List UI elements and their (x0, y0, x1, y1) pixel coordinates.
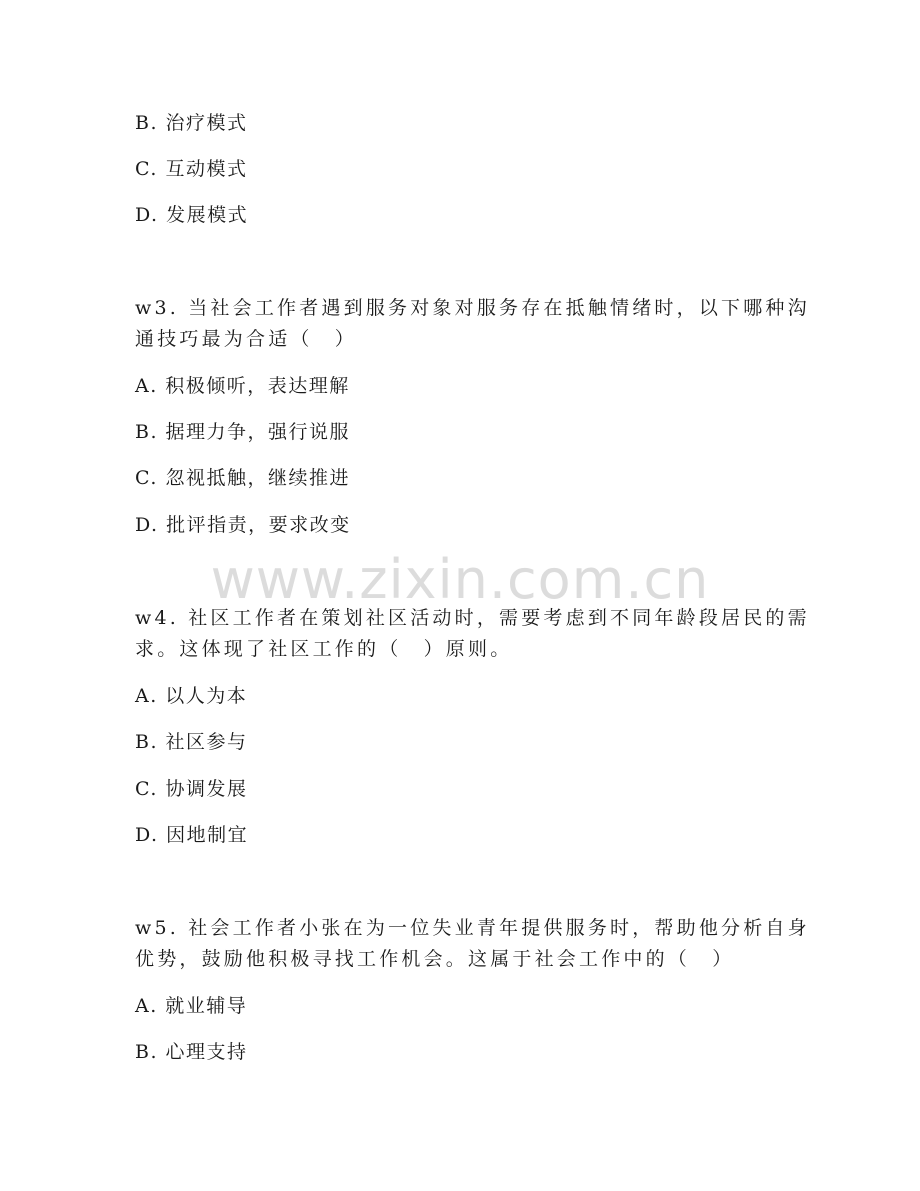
question-stem-line: 优势，鼓励他积极寻找工作机会。这属于社会工作中的（ ） (135, 948, 735, 970)
option-d: D. 批评指责，要求改变 (135, 514, 351, 536)
question-stem-line: w5. 社会工作者小张在为一位失业青年提供服务时，帮助他分析自身 (135, 917, 810, 939)
option-d: D. 因地制宜 (135, 824, 249, 846)
option-a: A. 积极倾听，表达理解 (135, 375, 350, 397)
option-b: B. 心理支持 (135, 1041, 248, 1063)
question-stem-line: 求。这体现了社区工作的（ ）原则。 (135, 638, 513, 660)
watermark: www.zixin.com.cn (210, 548, 710, 611)
option-c: C. 忽视抵触，继续推进 (135, 467, 350, 489)
option-b: B. 据理力争，强行说服 (135, 421, 351, 443)
option-c: C. 互动模式 (135, 158, 248, 180)
option-d: D. 发展模式 (135, 204, 249, 226)
option-b: B. 社区参与 (135, 731, 248, 753)
question-stem-line: 通技巧最为合适（ ） (135, 328, 358, 350)
option-a: A. 就业辅导 (135, 995, 248, 1017)
question-stem-line: w4. 社区工作者在策划社区活动时，需要考虑到不同年龄段居民的需 (135, 607, 810, 629)
option-a: A. 以人为本 (135, 685, 248, 707)
question-stem-line: w3. 当社会工作者遇到服务对象对服务存在抵触情绪时，以下哪种沟 (135, 297, 810, 319)
option-c: C. 协调发展 (135, 778, 248, 800)
option-b: B. 治疗模式 (135, 112, 248, 134)
